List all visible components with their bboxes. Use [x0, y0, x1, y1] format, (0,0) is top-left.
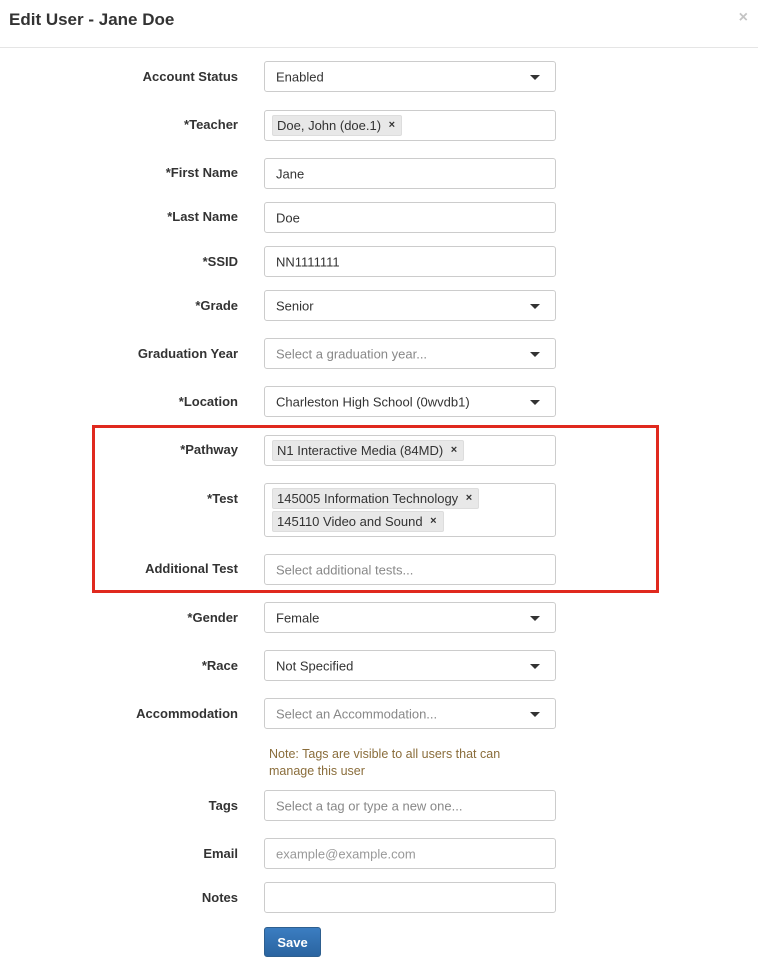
graduation-year-select[interactable] — [264, 338, 556, 369]
tags-label: Tags — [208, 798, 238, 813]
modal-title: Edit User - Jane Doe — [9, 10, 175, 29]
test-tag — [272, 488, 479, 509]
account-status-select[interactable] — [264, 61, 556, 92]
additional-test-label: Additional Test — [145, 561, 238, 576]
first-name-label: *First Name — [165, 165, 238, 180]
pathway-tag — [272, 440, 464, 461]
race-value: Not Specified — [276, 658, 354, 673]
pathway-tag-label: N1 Interactive Media (84MD) — [277, 443, 444, 458]
last-name-field[interactable] — [264, 202, 556, 233]
remove-tag-icon[interactable]: × — [450, 444, 458, 456]
account-status-value: Enabled — [276, 69, 324, 84]
modal-header — [0, 0, 758, 48]
gender-label: *Gender — [187, 610, 238, 625]
chevron-down-icon — [530, 352, 540, 357]
first-name-value: Jane — [276, 166, 305, 181]
grade-value: Senior — [276, 298, 314, 313]
additional-test-multiselect[interactable] — [264, 554, 556, 585]
ssid-field[interactable] — [264, 246, 556, 277]
teacher-label: *Teacher — [184, 117, 238, 132]
test-tag — [272, 511, 444, 532]
additional-test-placeholder: Select additional tests... — [276, 562, 414, 577]
remove-tag-icon[interactable]: × — [388, 119, 396, 131]
notes-label: Notes — [201, 890, 238, 905]
accommodation-label: Accommodation — [136, 706, 238, 721]
graduation-year-label: Graduation Year — [137, 346, 238, 361]
location-value: Charleston High School (0wvdb1) — [276, 394, 470, 409]
race-select[interactable] — [264, 650, 556, 681]
gender-value: Female — [276, 610, 320, 625]
accommodation-placeholder: Select an Accommodation... — [276, 706, 438, 721]
graduation-year-placeholder: Select a graduation year... — [276, 346, 428, 361]
email-label: Email — [203, 846, 238, 861]
ssid-label: *SSID — [202, 254, 238, 269]
chevron-down-icon — [530, 75, 540, 80]
chevron-down-icon — [530, 304, 540, 309]
pathway-multiselect[interactable] — [264, 435, 556, 466]
test-tag-label: 145110 Video and Sound — [277, 514, 423, 529]
test-label: *Test — [207, 491, 238, 506]
email-field[interactable] — [264, 838, 556, 869]
save-button[interactable]: Save — [264, 927, 321, 957]
chevron-down-icon — [530, 400, 540, 405]
last-name-label: *Last Name — [167, 209, 238, 224]
ssid-value: NN1111111 — [276, 254, 340, 269]
chevron-down-icon — [530, 664, 540, 669]
account-status-label: Account Status — [142, 69, 238, 84]
close-icon[interactable]: × — [738, 9, 748, 26]
location-select[interactable] — [264, 386, 556, 417]
teacher-multiselect[interactable] — [264, 110, 556, 141]
email-placeholder: example@example.com — [276, 846, 416, 861]
remove-tag-icon[interactable]: × — [430, 515, 437, 527]
location-label: *Location — [178, 394, 238, 409]
grade-select[interactable] — [264, 290, 556, 321]
race-label: *Race — [201, 658, 238, 673]
test-tag-label: 145005 Information Technology — [277, 491, 459, 506]
teacher-tag-label: Doe, John (doe.1) — [277, 118, 382, 133]
chevron-down-icon — [530, 712, 540, 717]
teacher-tag — [272, 115, 402, 136]
chevron-down-icon — [530, 616, 540, 621]
pathway-label: *Pathway — [180, 442, 238, 457]
tags-multiselect[interactable] — [264, 790, 556, 821]
remove-tag-icon[interactable]: × — [465, 492, 473, 504]
gender-select[interactable] — [264, 602, 556, 633]
grade-label: *Grade — [195, 298, 238, 313]
test-multiselect[interactable] — [264, 483, 556, 537]
tags-visibility-note: Note: Tags are visible to all users that can manage this user — [269, 747, 501, 778]
last-name-value: Doe — [276, 210, 300, 225]
accommodation-select[interactable] — [264, 698, 556, 729]
tags-placeholder: Select a tag or type a new one... — [276, 798, 463, 813]
notes-field[interactable] — [264, 882, 556, 913]
first-name-field[interactable] — [264, 158, 556, 189]
